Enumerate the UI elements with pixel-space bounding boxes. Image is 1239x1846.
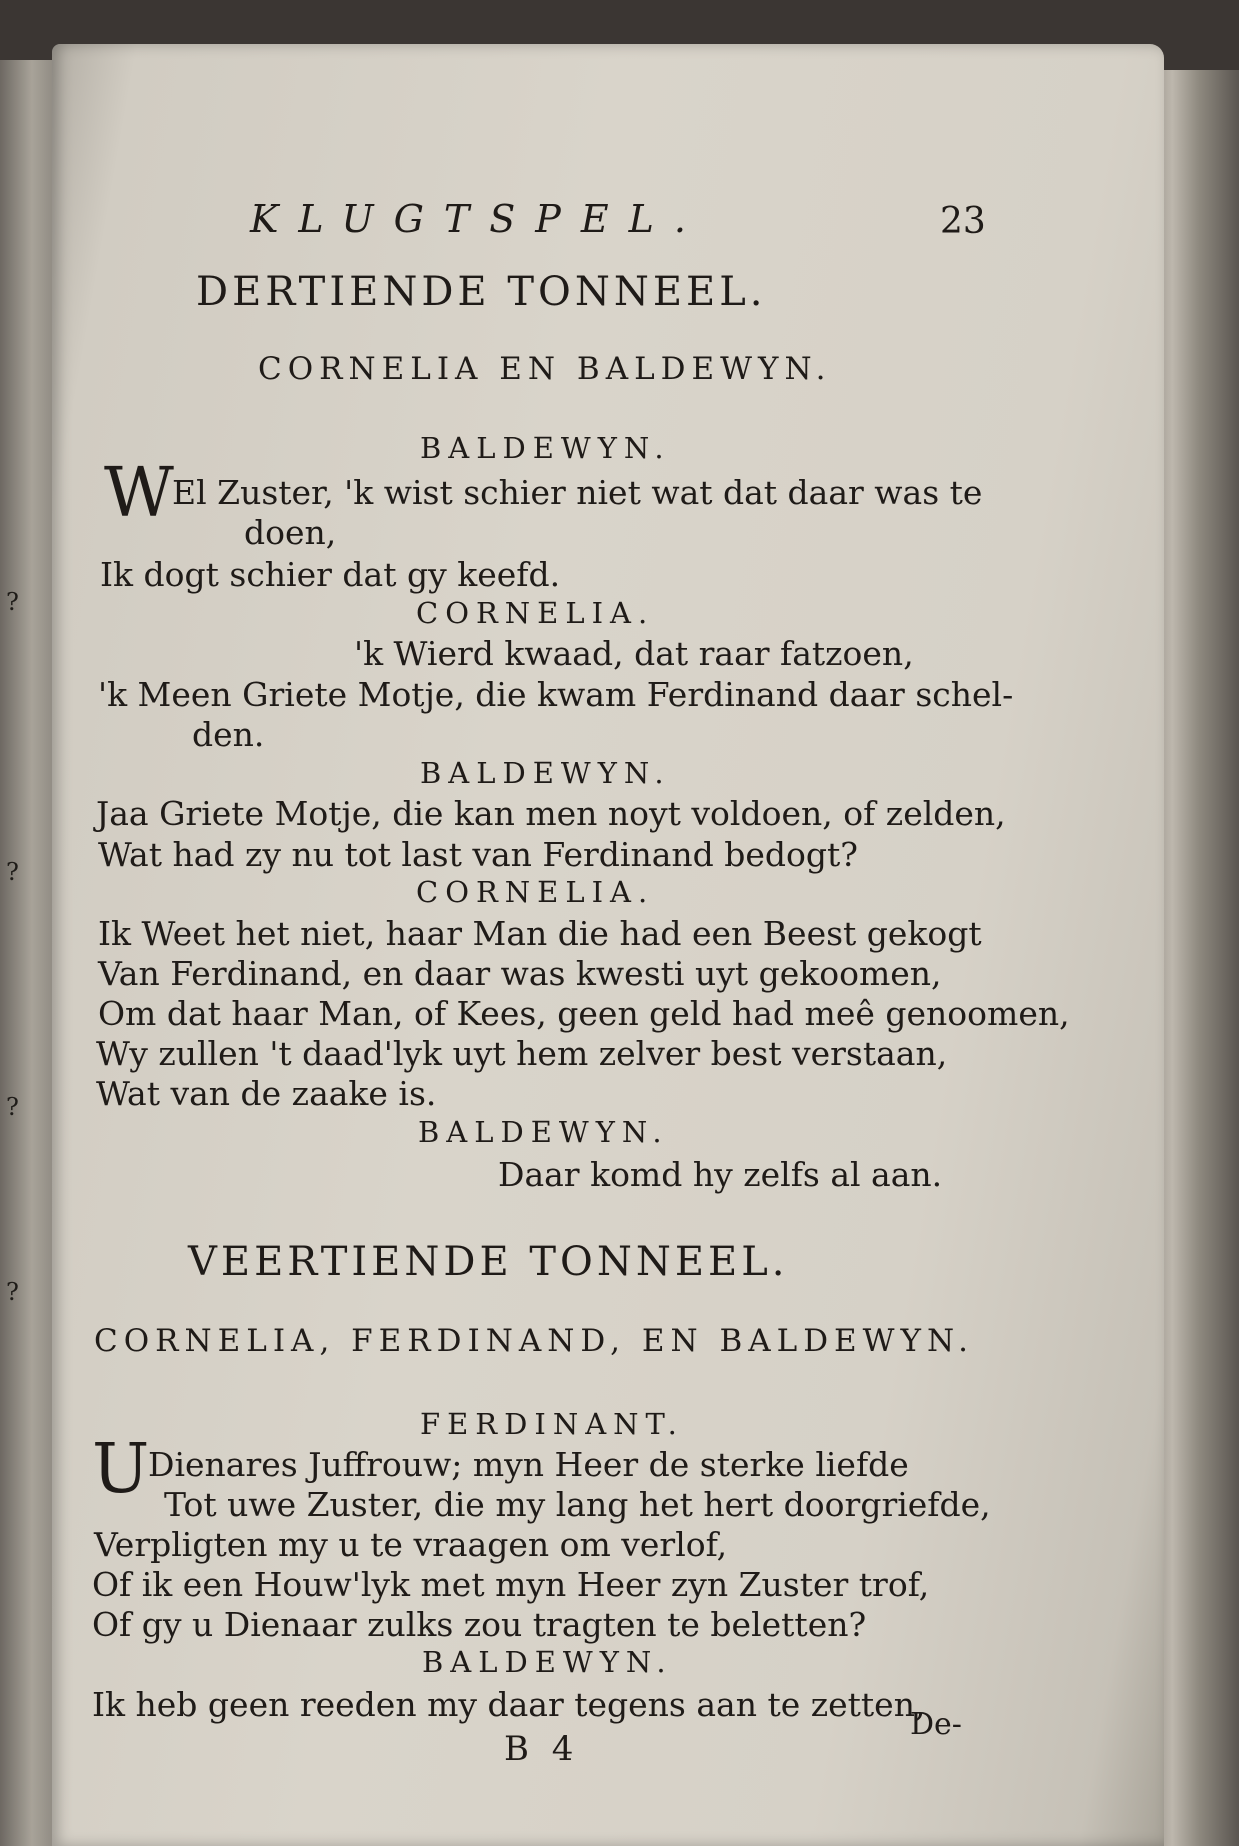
left-page-mark: ? [6, 858, 19, 886]
verse-line: Ik dogt schier dat gy keefd. [100, 555, 561, 594]
verse-line: doen, [244, 513, 337, 552]
verse-line: den. [192, 715, 265, 754]
drop-cap: W [104, 454, 174, 533]
verse-line: Of gy u Dienaar zulks zou tragten te beletten? [92, 1605, 867, 1644]
left-page-mark: ? [6, 588, 19, 616]
verse-line: Daar komd hy zelfs al aan. [498, 1155, 943, 1194]
verse-line: Verpligten my u te vraagen om verlof, [94, 1525, 728, 1564]
left-page-edge [0, 60, 58, 1846]
left-page-mark: ? [6, 1093, 19, 1121]
verse-line: Wat van de zaake is. [96, 1074, 437, 1113]
verse-line: Dienares Juffrouw; myn Heer de sterke liefde [148, 1445, 909, 1484]
verse-line: 'k Meen Griete Motje, die kwam Ferdinand daar schel- [98, 675, 1014, 714]
verse-line: Ik Weet het niet, haar Man die had een Beest gekogt [98, 914, 982, 953]
scene-heading: DERTIENDE TONNEEL. [196, 269, 767, 315]
character-list: CORNELIA, FERDINAND, EN BALDEWYN. [94, 1323, 974, 1359]
drop-cap: U [92, 1430, 150, 1509]
verse-line: El Zuster, 'k wist schier niet wat dat daar was te [172, 473, 983, 512]
catchword: De- [910, 1707, 962, 1742]
left-page-mark: ? [6, 1278, 19, 1306]
speaker-name: CORNELIA. [416, 875, 655, 909]
speaker-name: BALDEWYN. [418, 1115, 669, 1149]
speaker-name: CORNELIA. [416, 596, 655, 630]
verse-line: Ik heb geen reeden my daar tegens aan te zetten, [92, 1685, 926, 1724]
page-number: 23 [940, 201, 986, 242]
speaker-name: BALDEWYN. [420, 431, 671, 465]
character-list: CORNELIA EN BALDEWYN. [258, 351, 832, 387]
verse-line: Jaa Griete Motje, die kan men noyt voldoen, of zelden, [96, 794, 1006, 833]
signature-mark: B 4 [504, 1729, 580, 1769]
running-title: KLUGTSPEL. [250, 197, 706, 241]
verse-line: Tot uwe Zuster, die my lang het hert doorgriefde, [164, 1485, 991, 1524]
speaker-name: FERDINANT. [420, 1407, 684, 1441]
speaker-name: BALDEWYN. [422, 1645, 673, 1679]
verse-line: Wy zullen 't daad'lyk uyt hem zelver best verstaan, [96, 1034, 948, 1073]
scene-heading: VEERTIENDE TONNEEL. [188, 1239, 789, 1285]
verse-line: Of ik een Houw'lyk met myn Heer zyn Zuster trof, [92, 1565, 930, 1604]
speaker-name: BALDEWYN. [420, 756, 671, 790]
verse-line: Van Ferdinand, en daar was kwesti uyt gekoomen, [98, 954, 942, 993]
book-page [52, 44, 1164, 1846]
verse-line: Wat had zy nu tot last van Ferdinand bedogt? [98, 835, 858, 874]
verse-line: Om dat haar Man, of Kees, geen geld had meê genoomen, [98, 994, 1070, 1033]
verse-line: 'k Wierd kwaad, dat raar fatzoen, [354, 634, 914, 673]
